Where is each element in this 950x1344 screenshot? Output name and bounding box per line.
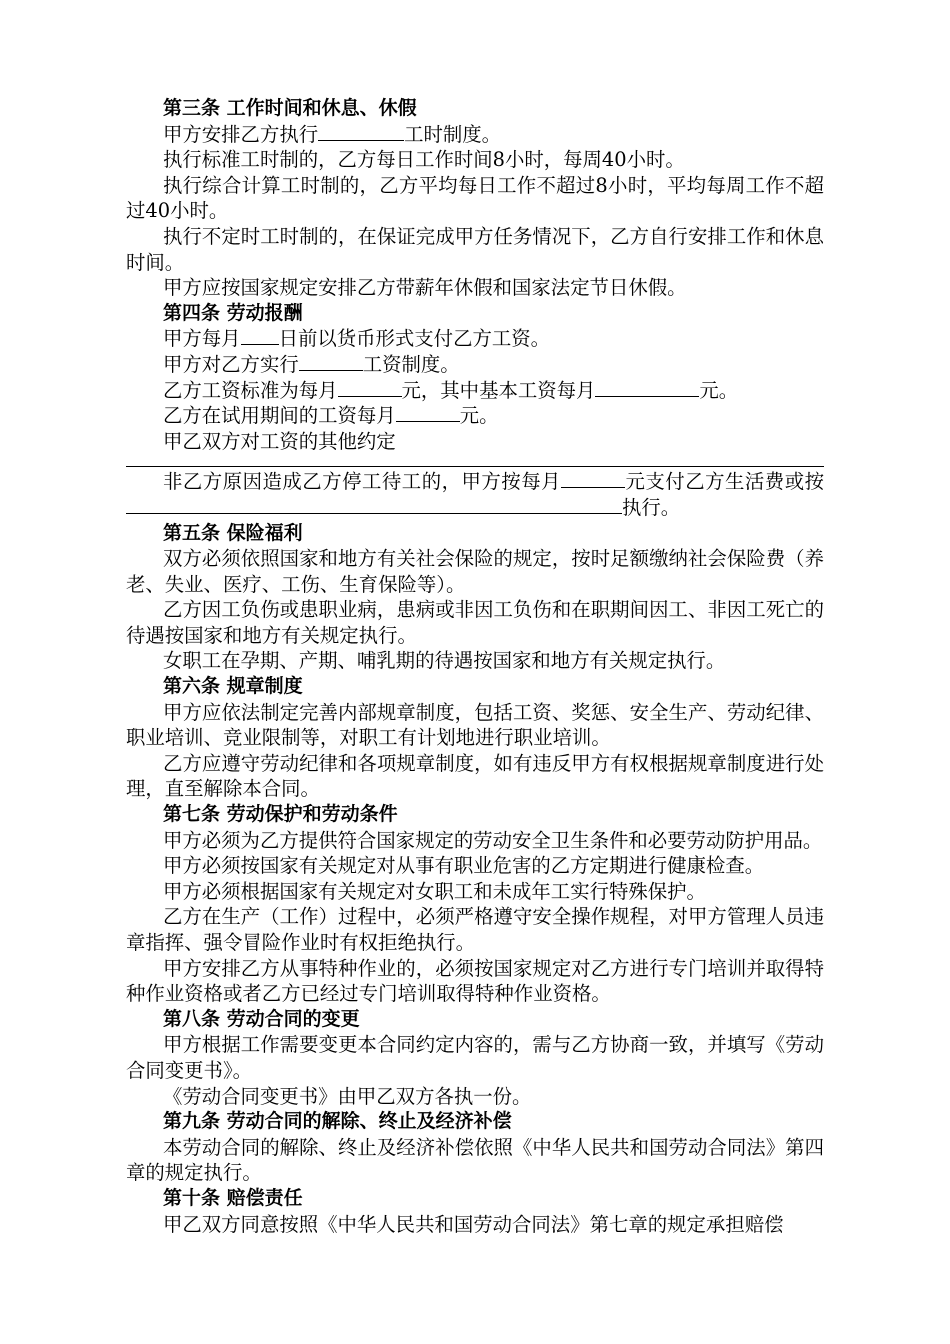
article-8-p2: 《劳动合同变更书》由甲乙双方各执一份。: [163, 1084, 532, 1108]
article-4-p3: 乙方工资标准为每月 元，其中基本工资每月 元。: [163, 378, 739, 402]
article-3-p4: 执行不定时工时制的，在保证完成甲方任务情况下，乙方自行安排工作和休息时间。: [126, 224, 824, 274]
article-7-p1: 甲方必须为乙方提供符合国家规定的劳动安全卫生条件和必要劳动防护用品。: [163, 828, 823, 852]
pay-day-blank[interactable]: [241, 326, 279, 345]
article-7-p4: 乙方在生产（工作）过程中，必须严格遵守安全操作规程，对甲方管理人员违章指挥、强令冒险作业时有权拒绝执行。: [126, 905, 824, 954]
article-4-p2: 甲方对乙方实行 工资制度。: [163, 352, 460, 376]
other-agreement-line[interactable]: [126, 454, 824, 467]
article-5-p2: 乙方因工负伤或患职业病，患病或非因工负伤和在职期间因工、非因工死亡的待遇按国家和地方有关规定执行。: [126, 598, 824, 647]
article-4-p1: 甲方每月 日前以货币形式支付乙方工资。: [163, 327, 551, 351]
monthly-wage-blank[interactable]: [338, 378, 402, 397]
article-6-p1: 甲方应依法制定完善内部规章制度，包括工资、奖惩、安全生产、劳动纪律、职业培训、竞业限制等，对职工有计划地进行职业培训。: [126, 700, 824, 750]
article-7-title: 第七条 劳动保护和劳动条件: [163, 803, 398, 826]
article-3-title: 第三条 工作时间和休息、休假: [163, 97, 417, 119]
article-8-p1: 甲方根据工作需要变更本合同约定内容的，需与乙方协商一致，并填写《劳动合同变更书》。: [126, 1033, 824, 1082]
article-7-p5: 甲方安排乙方从事特种作业的，必须按国家规定对乙方进行专门培训并取得特种作业资格或者乙方已经过专门培训取得特种作业资格。: [126, 956, 824, 1006]
article-4-p6: 非乙方原因造成乙方停工待工的，甲方按每月 元支付乙方生活费或按执行。: [126, 469, 824, 520]
article-4-title: 第四条 劳动报酬: [163, 301, 303, 324]
article-3-p1: 甲方安排乙方执行 工时制度。: [163, 122, 502, 146]
article-4-p5: 甲乙双方对工资的其他约定: [163, 429, 396, 453]
article-5-p3: 女职工在孕期、产期、哺乳期的待遇按国家和地方有关规定执行。: [163, 649, 726, 673]
article-3-p3: 执行综合计算工时制的，乙方平均每日工作不超过8小时，平均每周工作不超过40小时。: [126, 173, 824, 223]
article-3-p2: 执行标准工时制的，乙方每日工作时间8小时，每周40小时。: [163, 148, 685, 172]
article-3-p5: 甲方应按国家规定安排乙方带薪年休假和国家法定节日休假。: [163, 276, 687, 300]
article-10-title: 第十条 赔偿责任: [163, 1186, 303, 1209]
article-5-p1: 双方必须依照国家和地方有关社会保险的规定，按时足额缴纳社会保险费（养老、失业、医疗、工伤、生育保险等）。: [126, 547, 824, 596]
base-wage-blank[interactable]: [595, 378, 699, 397]
standby-pay-blank[interactable]: [561, 469, 625, 488]
work-hours-blank[interactable]: [318, 122, 404, 141]
probation-wage-blank[interactable]: [396, 403, 460, 422]
article-5-title: 第五条 保险福利: [163, 521, 303, 544]
article-6-title: 第六条 规章制度: [163, 675, 303, 698]
article-10-p1: 甲乙双方同意按照《中华人民共和国劳动合同法》第七章的规定承担赔偿: [163, 1212, 784, 1236]
article-6-p2: 乙方应遵守劳动纪律和各项规章制度，如有违反甲方有权根据规章制度进行处理，直至解除本合同。: [126, 751, 824, 801]
standby-basis-blank[interactable]: [126, 495, 622, 514]
wage-system-blank[interactable]: [299, 352, 363, 371]
article-9-p1: 本劳动合同的解除、终止及经济补偿依照《中华人民共和国劳动合同法》第四章的规定执行。: [126, 1135, 824, 1185]
article-7-p3: 甲方必须根据国家有关规定对女职工和未成年工实行特殊保护。: [163, 879, 706, 903]
article-7-p2: 甲方必须按国家有关规定对从事有职业危害的乙方定期进行健康检查。: [163, 854, 765, 878]
contract-page: [126, 96, 824, 1237]
article-4-p4: 乙方在试用期间的工资每月 元。: [163, 404, 499, 428]
article-9-title: 第九条 劳动合同的解除、终止及经济补偿: [163, 1110, 512, 1133]
article-8-title: 第八条 劳动合同的变更: [163, 1007, 360, 1030]
